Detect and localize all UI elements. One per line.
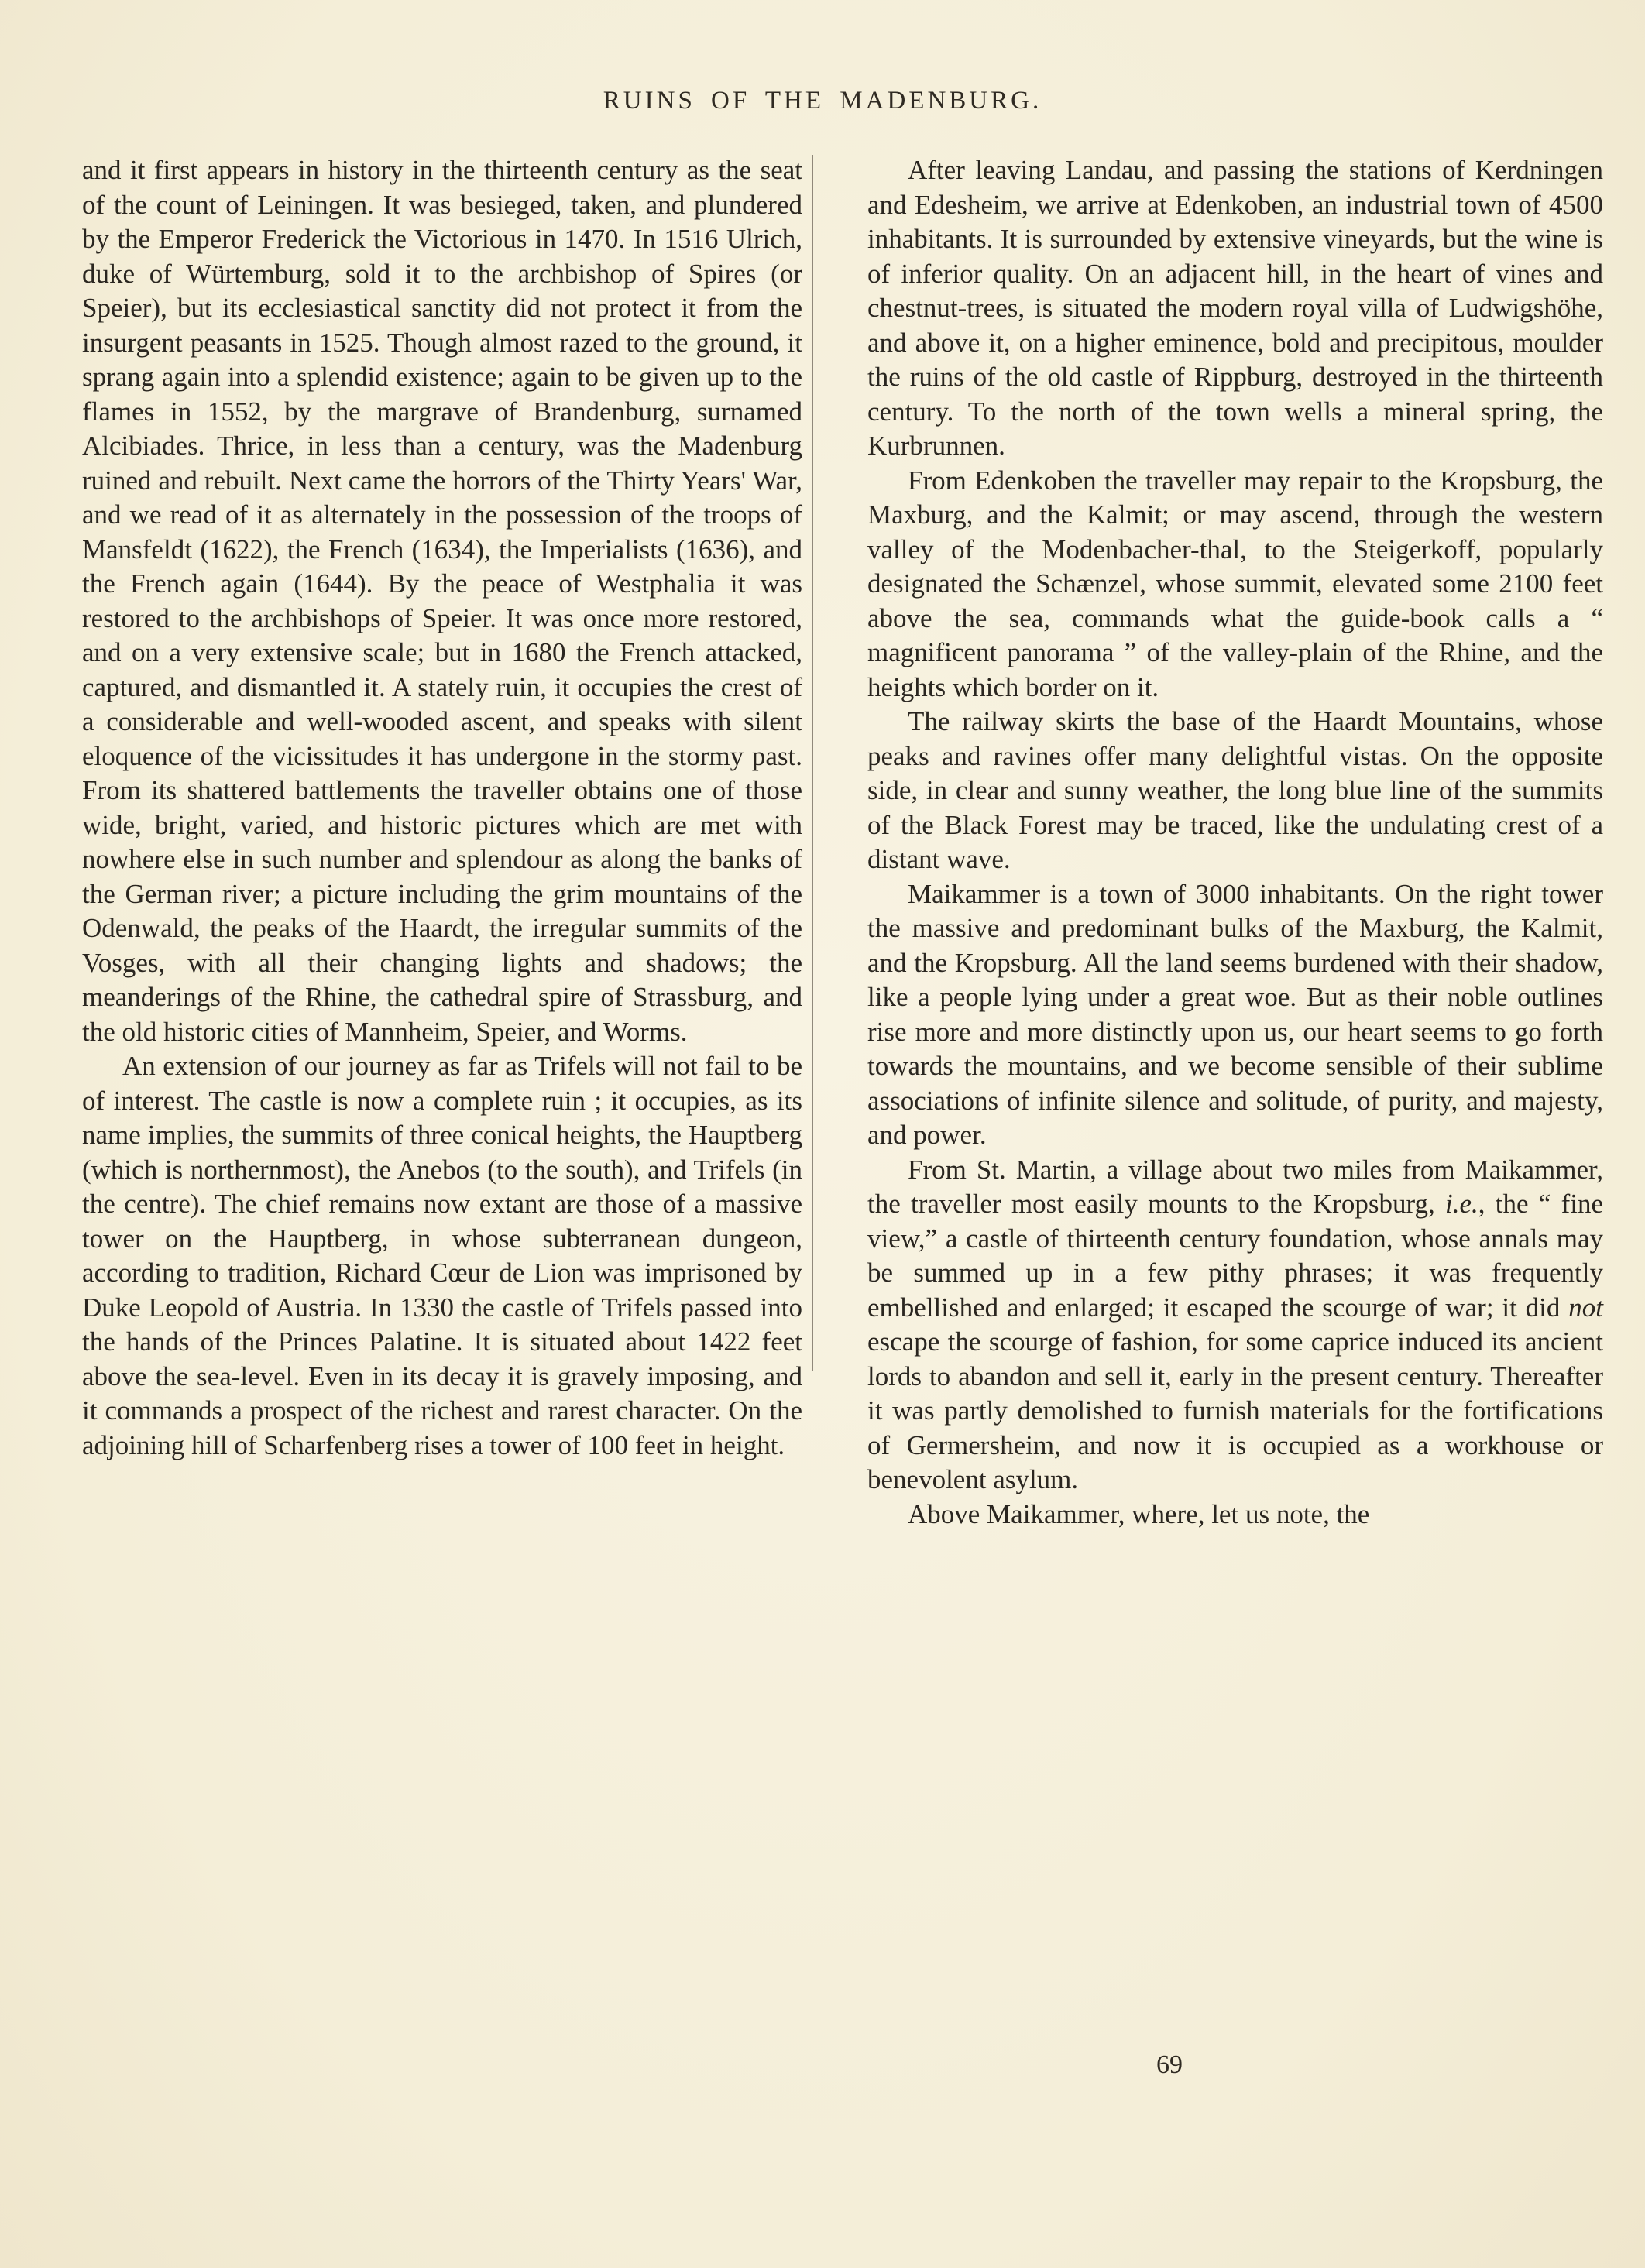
right-paragraph-3: The railway skirts the base of the Haardt Mountains, whose peaks and ravines offer many delightful vistas. On the opposite side, in clear and sunny weather, the long blue line of the summits of the Black Forest may be traced, like the undulating crest of a distant wave. <box>867 706 1603 874</box>
right-paragraph-2: From Edenkoben the traveller may repair to the Kropsburg, the Maxburg, and the Kalmit; or may ascend, through the western valley of the Modenbacher-thal, to the Steigerkoff, popularly designated the Schænzel, whose summit, elevated some 2100 feet above the sea, commands what the guide-book calls a “ magnificent panorama ” of the valley-plain of the Rhine, and the heights which border on it. <box>867 465 1603 702</box>
p5-italic-not: not <box>1568 1292 1603 1323</box>
column-divider <box>812 155 813 1371</box>
p5-text-start: From St. Martin, a village about two miles from Maikammer, the traveller most easily mounts to the Kropsburg, <box>867 1154 1603 1219</box>
right-paragraph-6: Above Maikammer, where, let us note, the <box>908 1498 1370 1529</box>
p5-text-middle: , the “ fine view,” a castle of thirteenth century foundation, whose annals may be summed up in a few pithy phrases; it was frequently embellished and enlarged; it escaped the scourge of war; it did <box>867 1189 1603 1323</box>
page-number: 69 <box>1156 2050 1183 2079</box>
right-paragraph-1: After leaving Landau, and passing the stations of Kerdningen and Edesheim, we arrive at Edenkoben, an industrial town of 4500 inhabitants. It is surrounded by extensive vineyards, but the wine is of inferior quality. On an adjacent hill, in the heart of vines and chestnut-trees, is situated the modern royal villa of Ludwigshöhe, and above it, on a higher eminence, bold and precipitous, moulder the ruins of the old castle of Rippburg, destroyed in the thirteenth century. To the north of the town wells a mineral spring, the Kurbrunnen. <box>867 155 1603 461</box>
p5-text-end: escape the scourge of fashion, for some caprice induced its ancient lords to abandon and sell it, early in the present century. Thereafter it was partly demolished to furnish materials for the fortifications of Germersheim, and now it is occupied as a workhouse or benevolent asylum. <box>867 1326 1603 1494</box>
right-paragraph-4: Maikammer is a town of 3000 inhabitants. On the right tower the massive and predominant bulks of the Maxburg, the Kalmit, and the Kropsburg. All the land seems burdened with their shadow, like a people lying under a great woe. But as their noble outlines rise more and more distinctly upon us, our heart seems to go forth towards the mountains, and we become sensible of their sublime associations of infinite silence and solitude, of purity, and majesty, and power. <box>867 878 1603 1150</box>
p5-italic-ie: i.e. <box>1445 1189 1478 1219</box>
right-column <box>867 153 1603 1532</box>
left-paragraph-2: An extension of our journey as far as Trifels will not fail to be of interest. The castle is now a complete ruin ; it occupies, as its name implies, the summits of three conical heights, the Hauptberg (which is northernmost), the Anebos (to the south), and Trifels (in the centre). The chief remains now extant are those of a massive tower on the Hauptberg, in whose subterranean dungeon, according to tradition, Richard Cœur de Lion was imprisoned by Duke Leopold of Austria. In 1330 the castle of Trifels passed into the hands of the Princes Palatine. It is situated about 1422 feet above the sea-level. Even in its decay it is gravely imposing, and it commands a prospect of the richest and rarest character. On the adjoining hill of Scharfenberg rises a tower of 100 feet in height. <box>82 1051 802 1460</box>
left-column <box>82 153 802 1463</box>
running-title: RUINS OF THE MADENBURG. <box>603 87 1042 115</box>
left-paragraph-1: and it first appears in history in the thirteenth century as the seat of the count of Leiningen. It was besieged, taken, and plundered by the Emperor Frederick the Victorious in 1470. In 1516 Ulrich, duke of Würtemburg, sold it to the archbishop of Spires (or Speier), but its ecclesiastical sanctity did not protect it from the insurgent peasants in 1525. Though almost razed to the ground, it sprang again into a splendid existence; again to be given up to the flames in 1552, by the margrave of Brandenburg, surnamed Alcibiades. Thrice, in less than a century, was the Madenburg ruined and rebuilt. Next came the horrors of the Thirty Years' War, and we read of it as alternately in the possession of the troops of Mansfeldt (1622), the French (1634), the Imperialists (1636), and the French again (1644). By the peace of Westphalia it was restored to the archbishops of Speier. It was once more restored, and on a very extensive scale; but in 1680 the French attacked, captured, and dismantled it. A stately ruin, it occupies the crest of a considerable and well-wooded ascent, and speaks with silent eloquence of the vicissitudes it has undergone in the stormy past. From its shattered battlements the traveller obtains one of those wide, bright, varied, and historic pictures which are met with nowhere else in such number and splendour as along the banks of the German river; a picture including the grim mountains of the Odenwald, the peaks of the Haardt, the irregular summits of the Vosges, with all their changing lights and shadows; the meanderings of the Rhine, the cathedral spire of Strassburg, and the old historic cities of Mannheim, Speier, and Worms. <box>82 155 802 1047</box>
right-paragraph-5 <box>867 1153 1603 1498</box>
